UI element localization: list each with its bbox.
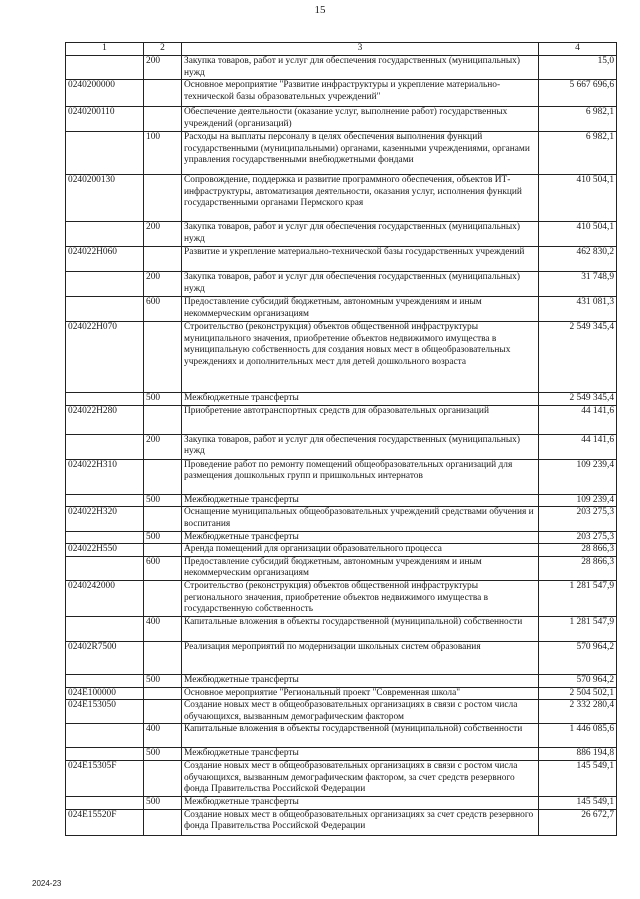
row-expense-type: 500 bbox=[144, 748, 182, 761]
row-code bbox=[66, 222, 144, 247]
row-expense-type bbox=[144, 459, 182, 494]
row-amount: 410 504,1 bbox=[539, 222, 617, 247]
table-row bbox=[66, 556, 617, 580]
table-row bbox=[66, 580, 617, 616]
row-name: Создание новых мест в общеобразовательных организациях в связи с ростом числа обучающихся, вызванным демографическим фактором, за счет средств резервного фонда Правительства Российской Федерации bbox=[182, 760, 539, 796]
header-col-2: 2 bbox=[144, 43, 182, 56]
row-name: Сопровождение, поддержка и развитие программного обеспечения, объектов ИТ-инфраструктуры, автоматизация деятельности, оказания услуг, исполнения функций государственными органами Пермского края bbox=[182, 175, 539, 222]
row-code: 024022Н280 bbox=[66, 405, 144, 434]
row-name: Капитальные вложения в объекты государственной (муниципальной) собственности bbox=[182, 724, 539, 748]
row-name: Предоставление субсидий бюджетным, автономным учреждениям и иным некоммерческим организациям bbox=[182, 297, 539, 322]
row-amount: 570 964,2 bbox=[539, 674, 617, 687]
table-header-row bbox=[66, 43, 617, 56]
row-amount: 44 141,6 bbox=[539, 405, 617, 434]
row-code bbox=[66, 132, 144, 175]
row-amount: 15,0 bbox=[539, 56, 617, 80]
table-row bbox=[66, 247, 617, 272]
row-expense-type: 200 bbox=[144, 272, 182, 297]
page-number: 15 bbox=[314, 4, 326, 16]
table-row bbox=[66, 434, 617, 459]
row-amount: 886 194,8 bbox=[539, 748, 617, 761]
row-name: Закупка товаров, работ и услуг для обеспечения государственных (муниципальных) нужд bbox=[182, 434, 539, 459]
table-row bbox=[66, 748, 617, 761]
row-code: 024Е15305F bbox=[66, 760, 144, 796]
table-row bbox=[66, 494, 617, 507]
row-code: 024Е100000 bbox=[66, 687, 144, 700]
row-name: Обеспечение деятельности (оказание услуг, выполнение работ) государственных учреждений (организаций) bbox=[182, 107, 539, 132]
table-row bbox=[66, 80, 617, 107]
row-code bbox=[66, 297, 144, 322]
row-expense-type bbox=[144, 80, 182, 107]
row-amount: 145 549,1 bbox=[539, 760, 617, 796]
row-expense-type bbox=[144, 687, 182, 700]
row-code: 0240200110 bbox=[66, 107, 144, 132]
row-code bbox=[66, 56, 144, 80]
row-name: Строительство (реконструкция) объектов общественной инфраструктуры муниципального значения, приобретение объектов недвижимого имущества в муниципальную собственность для создания новых мест в общеобразовательных учреждениях и дополнительных мест для детей дошкольного возраста bbox=[182, 322, 539, 393]
table-row bbox=[66, 132, 617, 175]
table-row bbox=[66, 56, 617, 80]
row-expense-type: 500 bbox=[144, 494, 182, 507]
row-amount: 203 275,3 bbox=[539, 507, 617, 531]
table-row bbox=[66, 322, 617, 393]
row-code bbox=[66, 393, 144, 406]
row-expense-type bbox=[144, 809, 182, 835]
table-row bbox=[66, 405, 617, 434]
row-expense-type bbox=[144, 175, 182, 222]
row-amount: 28 866,3 bbox=[539, 544, 617, 557]
row-name: Межбюджетные трансферты bbox=[182, 674, 539, 687]
row-code bbox=[66, 494, 144, 507]
row-code: 024022Н060 bbox=[66, 247, 144, 272]
row-name: Межбюджетные трансферты bbox=[182, 494, 539, 507]
table-row bbox=[66, 222, 617, 247]
row-amount: 28 866,3 bbox=[539, 556, 617, 580]
row-expense-type: 200 bbox=[144, 56, 182, 80]
row-name: Закупка товаров, работ и услуг для обеспечения государственных (муниципальных) нужд bbox=[182, 222, 539, 247]
table-row bbox=[66, 393, 617, 406]
row-amount: 410 504,1 bbox=[539, 175, 617, 222]
row-name: Проведение работ по ремонту помещений общеобразовательных организаций для размещения дошкольных групп и пришкольных интернатов bbox=[182, 459, 539, 494]
row-name: Основное мероприятие "Региональный проект "Современная школа" bbox=[182, 687, 539, 700]
row-expense-type bbox=[144, 580, 182, 616]
row-amount: 2 549 345,4 bbox=[539, 322, 617, 393]
row-amount: 6 982,1 bbox=[539, 107, 617, 132]
row-amount: 6 982,1 bbox=[539, 132, 617, 175]
row-name: Основное мероприятие "Развитие инфраструктуры и укрепление материально-технической базы образовательных учреждений" bbox=[182, 80, 539, 107]
row-name: Реализация мероприятий по модернизации школьных систем образования bbox=[182, 641, 539, 674]
row-expense-type: 600 bbox=[144, 556, 182, 580]
row-expense-type bbox=[144, 760, 182, 796]
row-amount: 145 549,1 bbox=[539, 796, 617, 809]
row-name: Предоставление субсидий бюджетным, автономным учреждениям и иным некоммерческим организациям bbox=[182, 556, 539, 580]
row-code bbox=[66, 674, 144, 687]
row-expense-type: 500 bbox=[144, 674, 182, 687]
row-amount: 1 446 085,6 bbox=[539, 724, 617, 748]
row-amount: 31 748,9 bbox=[539, 272, 617, 297]
header-col-3: 3 bbox=[182, 43, 539, 56]
row-amount: 1 281 547,9 bbox=[539, 580, 617, 616]
row-code bbox=[66, 556, 144, 580]
row-expense-type: 400 bbox=[144, 724, 182, 748]
row-amount: 44 141,6 bbox=[539, 434, 617, 459]
table-row bbox=[66, 796, 617, 809]
table-row bbox=[66, 641, 617, 674]
table-row bbox=[66, 297, 617, 322]
row-expense-type: 200 bbox=[144, 222, 182, 247]
row-amount: 5 667 696,6 bbox=[539, 80, 617, 107]
row-name: Создание новых мест в общеобразовательных организациях в связи с ростом числа обучающихся, вызванным демографическим фактором bbox=[182, 700, 539, 724]
row-name: Межбюджетные трансферты bbox=[182, 531, 539, 544]
row-code bbox=[66, 616, 144, 641]
table-row bbox=[66, 459, 617, 494]
row-amount: 26 672,7 bbox=[539, 809, 617, 835]
row-code bbox=[66, 531, 144, 544]
table-row bbox=[66, 107, 617, 132]
row-code bbox=[66, 272, 144, 297]
row-name: Межбюджетные трансферты bbox=[182, 796, 539, 809]
row-name: Аренда помещений для организации образовательного процесса bbox=[182, 544, 539, 557]
row-code: 0240200130 bbox=[66, 175, 144, 222]
row-code: 02402R7500 bbox=[66, 641, 144, 674]
row-amount: 1 281 547,9 bbox=[539, 616, 617, 641]
row-expense-type bbox=[144, 405, 182, 434]
row-expense-type bbox=[144, 107, 182, 132]
row-expense-type: 500 bbox=[144, 796, 182, 809]
row-code: 024022Н070 bbox=[66, 322, 144, 393]
row-name: Межбюджетные трансферты bbox=[182, 748, 539, 761]
row-code: 0240200000 bbox=[66, 80, 144, 107]
table-row bbox=[66, 809, 617, 835]
table-row bbox=[66, 531, 617, 544]
row-code: 024Е15520F bbox=[66, 809, 144, 835]
row-name: Оснащение муниципальных общеобразовательных учреждений средствами обучения и воспитания bbox=[182, 507, 539, 531]
row-code bbox=[66, 434, 144, 459]
row-expense-type bbox=[144, 322, 182, 393]
row-expense-type: 200 bbox=[144, 434, 182, 459]
row-name: Закупка товаров, работ и услуг для обеспечения государственных (муниципальных) нужд bbox=[182, 56, 539, 80]
row-expense-type: 600 bbox=[144, 297, 182, 322]
table-row bbox=[66, 272, 617, 297]
row-amount: 2 549 345,4 bbox=[539, 393, 617, 406]
row-expense-type bbox=[144, 700, 182, 724]
table-row bbox=[66, 616, 617, 641]
table-row bbox=[66, 544, 617, 557]
table-row bbox=[66, 687, 617, 700]
footer-code: 2024-23 bbox=[32, 879, 62, 888]
row-name: Развитие и укрепление материально-технической базы государственных учреждений bbox=[182, 247, 539, 272]
row-amount: 431 081,3 bbox=[539, 297, 617, 322]
table-row bbox=[66, 674, 617, 687]
table-row bbox=[66, 700, 617, 724]
row-name: Создание новых мест в общеобразовательных организациях за счет средств резервного фонда Правительства Российской Федерации bbox=[182, 809, 539, 835]
row-code bbox=[66, 796, 144, 809]
row-name: Приобретение автотранспортных средств для образовательных организаций bbox=[182, 405, 539, 434]
row-code: 024022Н310 bbox=[66, 459, 144, 494]
row-code: 024022Н550 bbox=[66, 544, 144, 557]
row-code bbox=[66, 748, 144, 761]
budget-table bbox=[65, 42, 617, 836]
row-code bbox=[66, 724, 144, 748]
header-col-1: 1 bbox=[66, 43, 144, 56]
row-name: Расходы на выплаты персоналу в целях обеспечения выполнения функций государственными (муниципальными) органами, казенными учреждениями, органами управления государственными внебюджетными фондами bbox=[182, 132, 539, 175]
row-code: 024022Н320 bbox=[66, 507, 144, 531]
row-expense-type: 400 bbox=[144, 616, 182, 641]
row-amount: 109 239,4 bbox=[539, 459, 617, 494]
row-expense-type: 100 bbox=[144, 132, 182, 175]
row-amount: 570 964,2 bbox=[539, 641, 617, 674]
row-expense-type bbox=[144, 544, 182, 557]
table-row bbox=[66, 175, 617, 222]
row-name: Строительство (реконструкция) объектов общественной инфраструктуры регионального значения, приобретение объектов недвижимого имущества в государственную собственность bbox=[182, 580, 539, 616]
row-expense-type: 500 bbox=[144, 393, 182, 406]
row-expense-type bbox=[144, 641, 182, 674]
row-amount: 109 239,4 bbox=[539, 494, 617, 507]
header-col-4: 4 bbox=[539, 43, 617, 56]
row-name: Межбюджетные трансферты bbox=[182, 393, 539, 406]
row-amount: 203 275,3 bbox=[539, 531, 617, 544]
row-expense-type bbox=[144, 247, 182, 272]
table-row bbox=[66, 507, 617, 531]
row-expense-type: 500 bbox=[144, 531, 182, 544]
row-amount: 2 504 502,1 bbox=[539, 687, 617, 700]
table-row bbox=[66, 760, 617, 796]
row-code: 024Е153050 bbox=[66, 700, 144, 724]
row-name: Капитальные вложения в объекты государственной (муниципальной) собственности bbox=[182, 616, 539, 641]
row-expense-type bbox=[144, 507, 182, 531]
table-row bbox=[66, 724, 617, 748]
row-code: 0240242000 bbox=[66, 580, 144, 616]
row-amount: 462 830,2 bbox=[539, 247, 617, 272]
row-name: Закупка товаров, работ и услуг для обеспечения государственных (муниципальных) нужд bbox=[182, 272, 539, 297]
row-amount: 2 332 280,4 bbox=[539, 700, 617, 724]
